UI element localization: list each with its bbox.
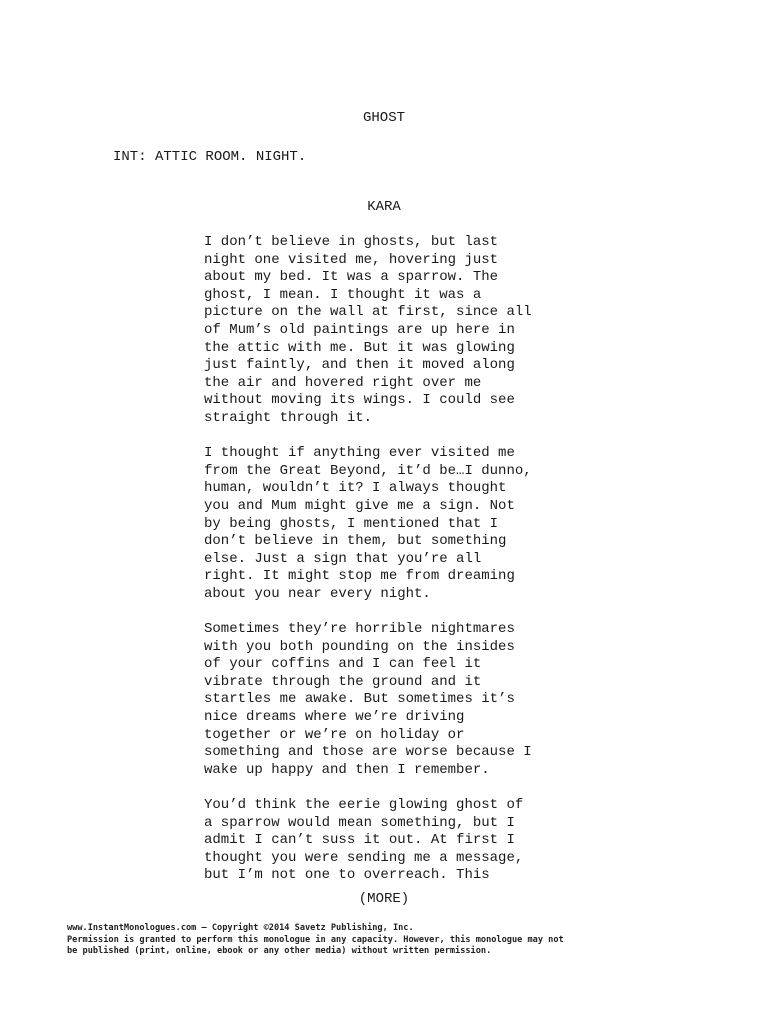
more-indicator: (MORE): [358, 891, 410, 907]
dialogue-line: admit I can’t suss it out. At first I: [204, 832, 515, 849]
dialogue-paragraph: [204, 445, 584, 603]
dialogue-line: a sparrow would mean something, but I: [204, 814, 515, 831]
copyright-footer: [67, 923, 707, 958]
dialogue-line: straight through it.: [204, 409, 373, 426]
dialogue-line: about you near every night.: [204, 585, 431, 602]
dialogue-line: ghost, I mean. I thought it was a: [204, 286, 482, 303]
dialogue-line: don’t believe in them, but something: [204, 533, 507, 550]
dialogue-line: wake up happy and then I remember.: [204, 761, 490, 778]
dialogue-line: right. It might stop me from dreaming: [204, 568, 515, 585]
dialogue-line: of Mum’s old paintings are up here in: [204, 321, 515, 338]
dialogue-line: else. Just a sign that you’re all: [204, 550, 482, 567]
dialogue-line: without moving its wings. I could see: [204, 392, 515, 409]
footer-permission-line: Permission is granted to perform this monologue in any capacity. However, this monologue may not: [67, 934, 564, 945]
dialogue-line: nice dreams where we’re driving: [204, 709, 465, 726]
dialogue-line: by being ghosts, I mentioned that I: [204, 515, 499, 532]
dialogue-line: you and Mum might give me a sign. Not: [204, 497, 515, 514]
dialogue-line: together or we’re on holiday or: [204, 726, 465, 743]
dialogue-paragraph: [204, 234, 584, 428]
footer-permission-line: be published (print, online, ebook or any other media) without written permission.: [67, 946, 492, 956]
character-name: KARA: [367, 199, 401, 215]
dialogue-line: Sometimes they’re horrible nightmares: [204, 621, 515, 638]
dialogue-line: with you both pounding on the insides: [204, 638, 515, 655]
scene-heading: INT: ATTIC ROOM. NIGHT.: [113, 149, 307, 165]
dialogue-line: the attic with me. But it was glowing: [204, 339, 515, 356]
dialogue-line: startles me awake. But sometimes it’s: [204, 691, 515, 708]
dialogue-line: something and those are worse because I: [204, 744, 532, 761]
dialogue-line: picture on the wall at first, since all: [204, 304, 532, 321]
footer-copyright-line: www.InstantMonologues.com – Copyright ©2014 Savetz Publishing, Inc.: [67, 923, 414, 933]
dialogue-line: vibrate through the ground and it: [204, 673, 482, 690]
script-title: GHOST: [362, 110, 405, 126]
dialogue-line: night one visited me, hovering just: [204, 251, 499, 268]
dialogue-line: You’d think the eerie glowing ghost of: [204, 797, 524, 813]
dialogue-block: [204, 234, 584, 903]
dialogue-line: thought you were sending me a message,: [204, 849, 524, 866]
dialogue-line: I thought if anything ever visited me: [204, 445, 515, 462]
dialogue-paragraph: [204, 621, 584, 779]
dialogue-line: about my bed. It was a sparrow. The: [204, 269, 499, 286]
dialogue-line: of your coffins and I can feel it: [204, 656, 482, 673]
dialogue-line: I don’t believe in ghosts, but last: [204, 234, 499, 250]
dialogue-line: the air and hovered right over me: [204, 374, 482, 391]
dialogue-line: just faintly, and then it moved along: [204, 357, 515, 374]
dialogue-paragraph: [204, 797, 584, 885]
dialogue-line: human, wouldn’t it? I always thought: [204, 480, 507, 497]
dialogue-line: but I’m not one to overreach. This: [204, 867, 490, 884]
dialogue-line: from the Great Beyond, it’d be…I dunno,: [204, 462, 532, 479]
